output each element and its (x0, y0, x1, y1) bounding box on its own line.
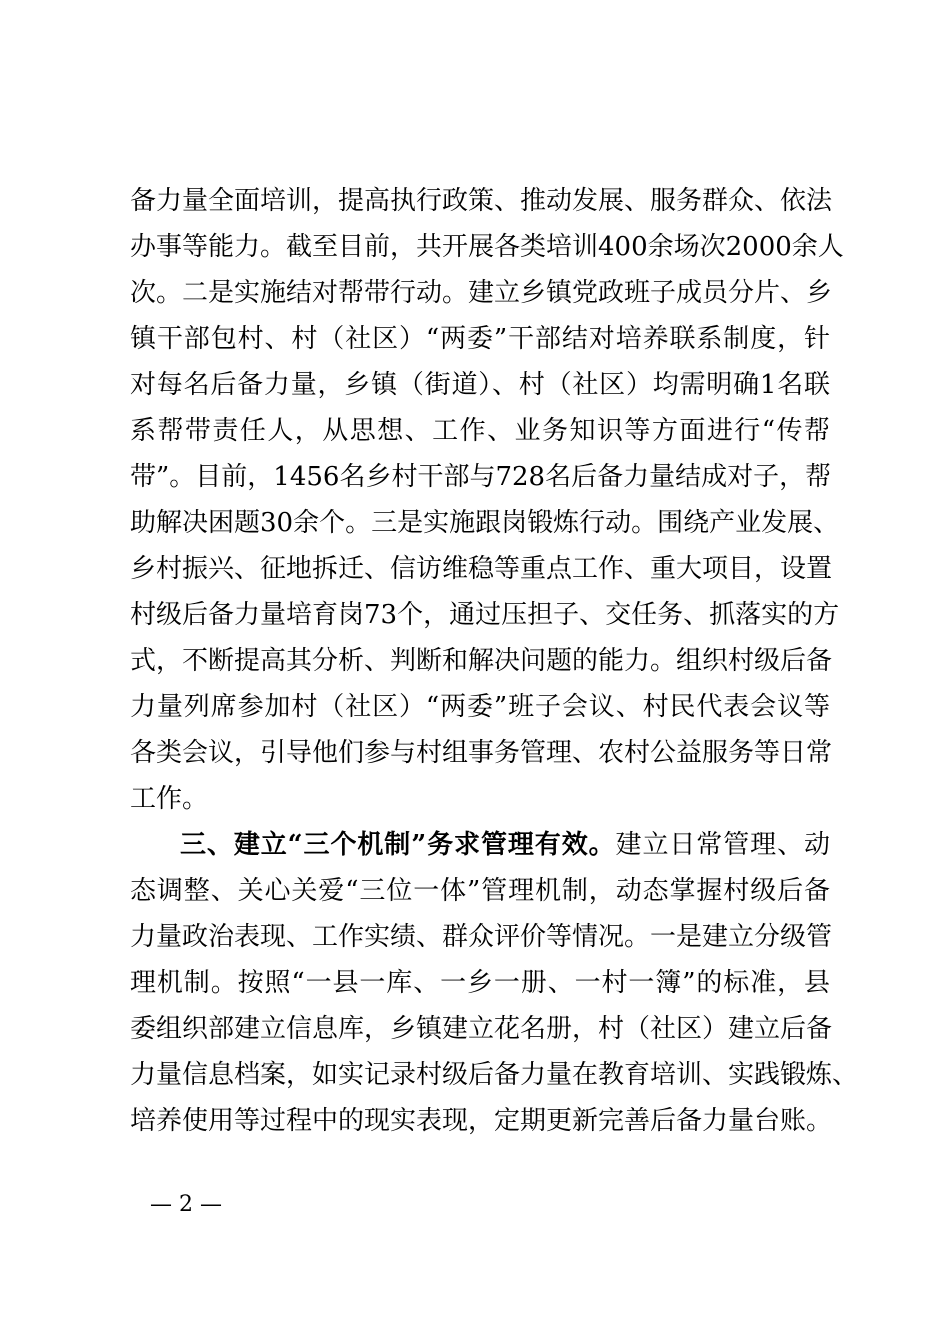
paragraph-2-line-2: 态调整、关心关爱“三位一体”管理机制，动态掌握村级后备 (130, 876, 830, 906)
paragraph-2-line-3: 力量政治表现、工作实绩、群众评价等情况。一是建立分级管 (130, 922, 833, 952)
paragraph-1-line-3: 次。二是实施结对帮带行动。建立乡镇党政班子成员分片、乡 (130, 278, 833, 308)
paragraph-2-first-line (180, 822, 830, 868)
paragraph-1-line-9: 乡村振兴、征地拆迁、信访维稳等重点工作、重大项目，设置 (130, 554, 833, 584)
paragraph-1-line-4: 镇干部包村、村（社区）“两委”干部结对培养联系制度，针 (130, 324, 830, 354)
paragraph-1-line-10: 村级后备力量培育岗73个，通过压担子、交任务、抓落实的方 (130, 600, 840, 630)
paragraph-2-line-4: 理机制。按照“一县一库、一乡一册、一村一簿”的标准，县 (130, 968, 830, 998)
section-heading: 三、建立“三个机制”务求管理有效。 (180, 830, 616, 860)
paragraph-1-line-14: 工作。 (130, 784, 209, 814)
paragraph-1-line-13: 各类会议，引导他们参与村组事务管理、农村公益服务等日常 (130, 738, 833, 768)
paragraph-1-line-1: 备力量全面培训，提高执行政策、推动发展、服务群众、依法 (130, 186, 833, 216)
paragraph-1-line-12: 力量列席参加村（社区）“两委”班子会议、村民代表会议等 (130, 692, 830, 722)
paragraph-2-line-7: 培养使用等过程中的现实表现，定期更新完善后备力量台账。 (130, 1106, 833, 1136)
paragraph-1-line-2: 办事等能力。截至目前，共开展各类培训400余场次2000余人 (130, 232, 844, 262)
paragraph-2-first-line-text: 建立日常管理、动 (615, 830, 830, 860)
paragraph-1-line-5: 对每名后备力量，乡镇（街道）、村（社区）均需明确1名联 (130, 370, 830, 400)
page-number: — 2 — (150, 1192, 222, 1217)
paragraph-1-line-11: 式，不断提高其分析、判断和解决问题的能力。组织村级后备 (130, 646, 833, 676)
paragraph-2-line-6: 力量信息档案，如实记录村级后备力量在教育培训、实践锻炼、 (130, 1060, 859, 1090)
paragraph-1-line-8: 助解决困题30余个。三是实施跟岗锻炼行动。围绕产业发展、 (130, 508, 840, 538)
paragraph-1-line-6: 系帮带责任人，从思想、工作、业务知识等方面进行“传帮 (130, 416, 830, 446)
paragraph-2-line-5: 委组织部建立信息库，乡镇建立花名册，村（社区）建立后备 (130, 1014, 833, 1044)
paragraph-1-line-7: 带”。目前，1456名乡村干部与728名后备力量结成对子，帮 (130, 462, 832, 492)
